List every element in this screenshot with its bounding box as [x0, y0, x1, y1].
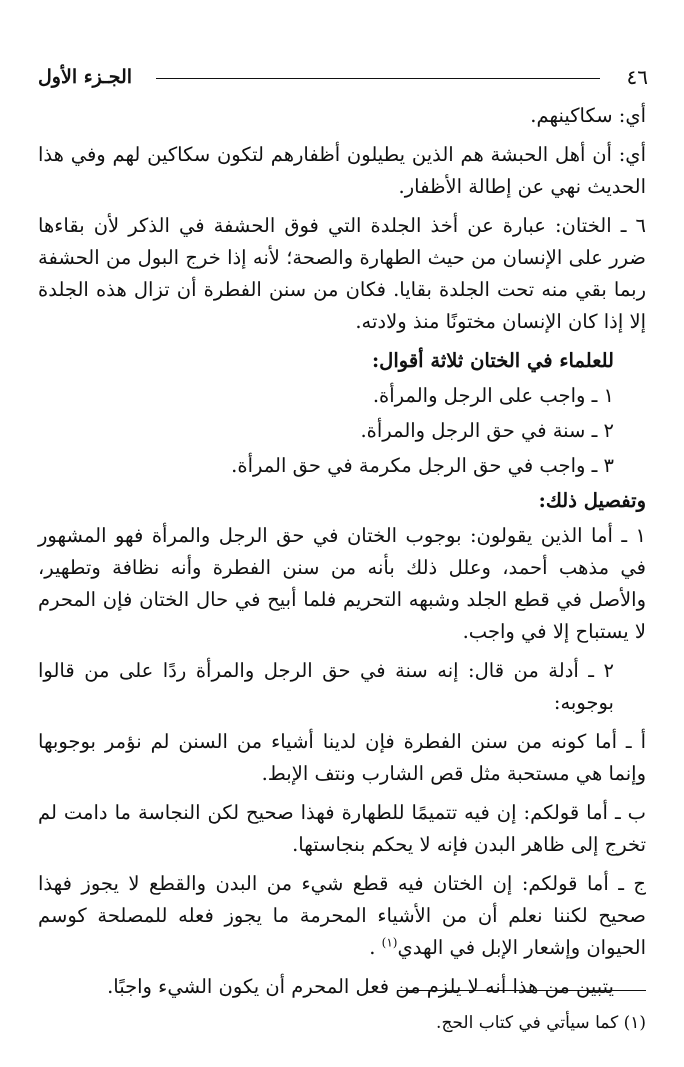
list-item: ١ ـ واجب على الرجل والمرأة.	[372, 384, 614, 407]
paragraph: أي: سكاكينهم.	[530, 104, 646, 127]
footnote: (١) كما سيأتي في كتاب الحج.	[436, 1013, 646, 1033]
footnote-marker[interactable]: (١)	[381, 935, 398, 950]
header-rule	[156, 78, 600, 79]
paragraph: ٢ ـ أدلة من قال: إنه سنة في حق الرجل والمرأة ردًا على من قالوا بوجوبه:	[38, 659, 614, 714]
paragraph: أ ـ أما كونه من سنن الفطرة فإن لدينا أشياء من السنن لم نؤمر بوجوبها وإنما هي مستحبة مثل قص الشارب ونتف الإبط.	[38, 730, 646, 785]
list-item: ٢ ـ سنة في حق الرجل والمرأة.	[360, 419, 614, 442]
paragraph: أي: أن أهل الحبشة هم الذين يطيلون أظفارهم لتكون سكاكين لهم وفي هذا الحديث نهي عن إطالة الأظفار.	[38, 143, 646, 198]
paragraph-end: .	[369, 936, 376, 959]
section-heading: وتفصيل ذلك:	[538, 489, 646, 512]
list-item: ٣ ـ واجب في حق الرجل مكرمة في حق المرأة.	[231, 454, 614, 477]
paragraph: يتبين من هذا أنه لا يلزم من فعل المحرم أن يكون الشيء واجبًا.	[107, 975, 614, 998]
footnote-separator	[398, 990, 646, 991]
paragraph: ٦ ـ الختان: عبارة عن أخذ الجلدة التي فوق الحشفة في الذكر لأن بقاءها ضرر على الإنسان من حيث الطهارة والصحة؛ لأنه إذا خرج البول من الحشفة ربما بقي منه تحت الجلدة بقايا. فكان من سنن الفطرة أن تزال هذه الجلدة إلا إذا كان الإنسان مختونًا منذ ولادته.	[38, 214, 646, 333]
page-header	[38, 64, 648, 90]
page-number: ٤٦	[626, 65, 648, 89]
paragraph: ١ ـ أما الذين يقولون: بوجوب الختان في حق الرجل والمرأة فهو المشهور في مذهب أحمد، وعلل ذلك بأنه من سنن الفطرة وأنه نظافة وتطهير، والأصل في قطع الجلد وشبهه التحريم فلما أبيح في حال الختان فإن المحرم لا يستباح إلا في واجب.	[38, 524, 646, 643]
paragraph-with-footnote	[38, 868, 646, 964]
paragraph-text: ج ـ أما قولكم: إن الختان فيه قطع شيء من البدن والقطع لا يجوز فهذا صحيح لكننا نعلم أن من الأشياء المحرمة ما يجوز فعله للمصلحة كوسم الحيوان وإشعار الإبل في الهدي	[38, 872, 646, 959]
running-title: الجـزء الأول	[38, 66, 133, 88]
paragraph: ب ـ أما قولكم: إن فيه تتميمًا للطهارة فهذا صحيح لكن النجاسة ما دامت لم تخرج إلى ظاهر البدن فإنه لا يحكم بنجاستها.	[38, 801, 646, 856]
page-body	[38, 100, 646, 1006]
section-heading: للعلماء في الختان ثلاثة أقوال:	[371, 349, 614, 372]
